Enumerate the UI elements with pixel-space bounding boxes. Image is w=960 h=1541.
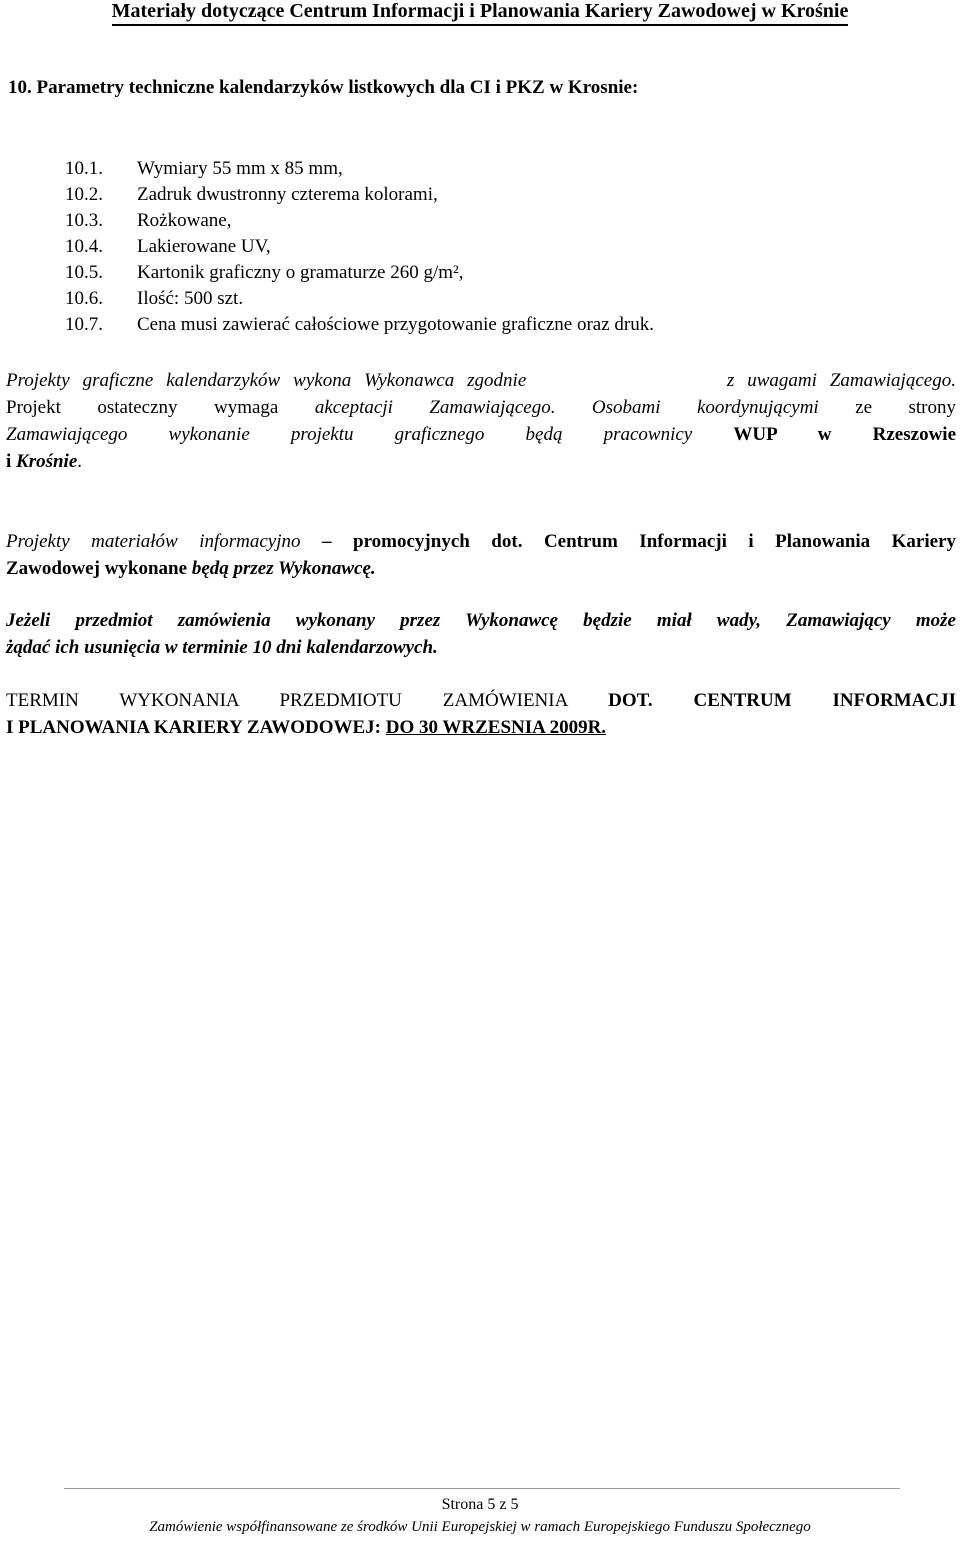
paragraph-line: TERMIN WYKONANIA PRZEDMIOTU ZAMÓWIENIA DOT. CENTRUM INFORMACJI [6, 690, 956, 711]
list-item: 10.7. Cena musi zawierać całościowe przygotowanie graficzne oraz druk. [65, 314, 654, 335]
list-item: 10.5. Kartonik graficzny o gramaturze 260 g/m², [65, 262, 464, 283]
footer-note: Zamówienie współfinansowane ze środków Unii Europejskiej w ramach Europejskiego Funduszu Społecznego [149, 1519, 811, 1535]
parameters-list [65, 156, 654, 338]
paragraph-line: Projekt ostateczny wymaga akceptacji Zamawiającego. Osobami koordynującymi ze strony [6, 397, 956, 418]
header-title: Materiały dotyczące Centrum Informacji i Planowania Kariery Zawodowej w Krośnie [112, 0, 849, 26]
paragraph-line: I PLANOWANIA KARIERY ZAWODOWEJ: DO 30 WRZESNIA 2009R. [6, 717, 607, 738]
paragraph-defects [6, 607, 956, 661]
paragraph-line: Zamawiającego wykonanie projektu graficznego będą pracownicy WUP w Rzeszowie [6, 424, 956, 445]
paragraph-deadline [6, 687, 956, 741]
paragraph-projects [6, 367, 956, 475]
list-item: 10.3. Rożkowane, [65, 210, 232, 231]
paragraph-line: Jeżeli przedmiot zamówienia wykonany przez Wykonawcę będzie miał wady, Zamawiający może [6, 610, 956, 631]
list-item: 10.2. Zadruk dwustronny czterema kolorami, [65, 184, 438, 205]
paragraph-line: Projekty materiałów informacyjno – promocyjnych dot. Centrum Informacji i Planowania Kariery [6, 531, 957, 552]
paragraph-line: Zawodowej wykonane będą przez Wykonawcę. [6, 558, 376, 579]
paragraph-line: i Krośnie. [6, 451, 83, 472]
list-item: 10.6. Ilość: 500 szt. [65, 288, 244, 309]
page-number: Strona 5 z 5 [441, 1496, 519, 1513]
paragraph-line: Projekty graficzne kalendarzyków wykona Wykonawca zgodnie z uwagami Zamawiającego. [6, 370, 956, 391]
paragraph-materials [6, 528, 956, 582]
list-item: 10.4. Lakierowane UV, [65, 236, 271, 257]
paragraph-line: żądać ich usunięcia w terminie 10 dni kalendarzowych. [6, 637, 438, 658]
section-title: 10. Parametry techniczne kalendarzyków listkowych dla CI i PKZ w Krosnie: [8, 77, 639, 98]
page-header [0, 0, 960, 40]
list-item: 10.1. Wymiary 55 mm x 85 mm, [65, 158, 343, 179]
footer-divider [64, 1488, 900, 1489]
